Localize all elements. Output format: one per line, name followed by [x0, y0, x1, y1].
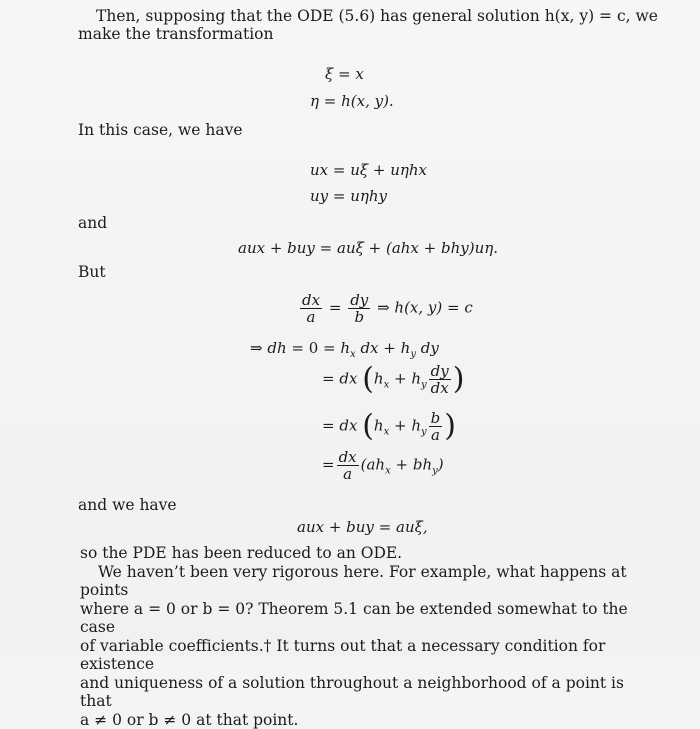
transform-xi: ξ = x	[325, 65, 364, 83]
ux-equation: ux = uξ + uηhx	[310, 161, 427, 179]
step-dy-dx: = dx ($h_x + h_y$ $\frac{dy}{dx}$ )	[322, 363, 464, 396]
in-this-case-label: In this case, we have	[78, 121, 243, 140]
intro-line-1: Then, supposing that the ODE (5.6) has general solution h(x, y) = c, we	[96, 7, 658, 26]
and-we-have-label: and we have	[78, 496, 177, 515]
para2-line-5: a ≠ 0 or b ≠ 0 at that point.	[80, 711, 640, 729]
combined-equation: aux + buy = auξ + (ahx + bhy)uη.	[238, 239, 498, 257]
dh-equation: ⇒ dh = $0 = h_x$ dx + $h_y$ dy	[250, 339, 439, 360]
result-equation: aux + buy = auξ,	[297, 518, 428, 536]
reduced-line: so the PDE has been reduced to an ODE.	[80, 544, 640, 563]
para2-line-4: and uniqueness of a solution throughout a neighborhood of a point is that	[80, 674, 640, 711]
closing-paragraphs	[80, 544, 640, 729]
para2-line-3: of variable coefficients.† It turns out that a necessary condition for existence	[80, 637, 640, 674]
step-b-over-a: = dx ($h_x + h_y$ $\frac{b}{a}$ )	[322, 410, 456, 443]
characteristic-equation: $\frac{dx}{a}$ = $\frac{dy}{b}$ ⇒ h(x, y) = c	[298, 292, 473, 325]
transform-eta: η = h(x, y).	[310, 92, 394, 110]
para2-line-2: where a = 0 or b = 0? Theorem 5.1 can be extended somewhat to the case	[80, 600, 640, 637]
and-label: and	[78, 214, 107, 233]
intro-line-2: make the transformation	[78, 25, 273, 44]
uy-equation: uy = uηhy	[310, 187, 387, 205]
but-label: But	[78, 263, 106, 282]
step-final: = $\frac{dx}{a}$ $(ah_x + bh_y)$	[322, 449, 444, 482]
para2-line-1: We haven’t been very rigorous here. For example, what happens at points	[80, 563, 640, 600]
